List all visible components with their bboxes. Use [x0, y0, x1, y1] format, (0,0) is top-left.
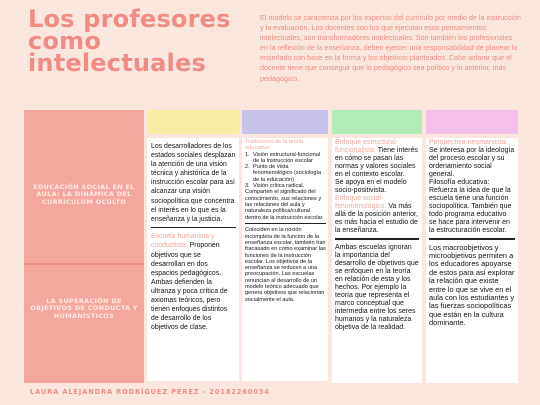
column-2	[242, 138, 328, 381]
column-4-heading: Perspectiva neomarxista:	[429, 139, 508, 146]
column-1-top-text: Los desarrolladores de los estados sociales desplazan la atención de una visión técnica y ahistórica de la instrucción escolar para así alcanzar una visión sociopolítica que concentra el interés en lo que es la enseñanza y la justicia.	[151, 143, 236, 223]
column-1-body: Proponen objetivos que se desarrollan en dos espacios pedagógicos. Ambas defienden la ultranza y poca crítica de axiomas teóricos, pero tienen enfoques distintos de desarrollo de los objetivos de clase.	[151, 242, 228, 332]
row-labels-panel	[24, 110, 144, 383]
column-3	[332, 138, 422, 383]
column-2-summary: Comparten el significado del conocimiento, sus relaciones y las relaciones del aula y naturaleza política/cultural dentro de la instrucción escolar.	[245, 189, 324, 221]
column-header-pink	[426, 110, 518, 134]
column-header-green	[332, 110, 422, 134]
column-4-body: Los macroobjetivos y microobjetivos permiten a los educadores apoyarse de estos para así explorar la relación que existe entre lo que se vive en el aula con los estudiantes y las fuerzas sociopolíticas que están en la cultura dominante.	[429, 242, 515, 328]
column-header-yellow	[147, 110, 239, 134]
column-3-heading-2: Enfoque social-fenomenológico:	[335, 195, 387, 210]
column-1-heading: Escuela humanista y conductista:	[151, 233, 215, 250]
column-3-heading-1: Enfoque estructural-funcionalista:	[335, 139, 399, 154]
column-1-divider	[151, 227, 236, 229]
column-4-part-1: Perspectiva neomarxista: Se interesa por la ideología del proceso escolar y su ordenamiento social general.	[429, 139, 515, 178]
column-2-divider	[245, 223, 326, 225]
list-item: 2. Punto de vista fenomenológico (sociología de la educación)	[245, 164, 322, 183]
intro-paragraph: El modelo se caracteriza por los expertos del currículo por medio de la instrucción y la evaluación. Los docentes son los que ejecutan esos pensamientos intelectuales, son transformadores intelectuales. Son también los profesionales en la reflexión de la enseñanza, deben ejercer una responsabilidad de planear lo enseñado con base en la forma y los objetivos planteados. Cabe aclarar que el docente tiene que conseguir que lo pedagógico sea político y lo anterior, más pedagógico.	[260, 13, 521, 83]
row-label-objectives: LA SUPERACIÓN DE OBJETIVOS DE CONDUCTA Y HUMANÍSTICOS	[30, 297, 138, 320]
column-2-body: Coinciden en la noción incompleta de la función de la enseñanza escolar, también han fracasado en cómo examinar las funciones de la instrucción escolar. Los objetivos de la enseñanza se reducen a una preocupación. Las escuelas renuncian al desarrollo de un modelo teórico adecuado que genera objetivos que relacionan socialmente el aula.	[245, 227, 326, 303]
column-3-part-1: Enfoque estructural-funcionalista: Tiene interés en cómo se pasan las normas y valores sociales en el contexto escolar.	[335, 139, 418, 178]
column-3-part-1b: Se apoya en el modelo socio-positivista.	[335, 179, 407, 194]
column-3-divider	[335, 238, 419, 240]
row-label-social-education: EDUCACIÓN SOCIAL EN EL AULA: LA DINÁMICA DEL CURRÍCULUM OCULTO	[33, 183, 135, 206]
column-4	[426, 138, 518, 383]
column-1	[147, 138, 239, 381]
column-2-heading: Tradiciones de la teoría educativa:	[245, 139, 304, 152]
column-4-part-2: Filosofía educativa: Refuerza la idea de que la escuela tiene una función sociopolítica. También que todo programa educativo se hace para intervenir en la estructuración escolar.	[429, 179, 512, 234]
theory-traditions-list	[245, 152, 326, 190]
column-3-part-2: Enfoque social-fenomenológico: Va más allá de la posición anterior, es más hacia el estudio de la enseñanza.	[335, 195, 418, 234]
list-item: 3. Visión crítica radical.	[245, 183, 305, 190]
column-4-divider	[429, 238, 515, 240]
column-1-bottom-text	[151, 232, 236, 332]
list-item: 1. Visión estructural-funcional de la instrucción escolar	[245, 151, 321, 164]
page-title: Los profesores como intelectuales	[28, 5, 231, 77]
author-footer: LAURA ALEJANDRA RODRÍGUEZ PÉREZ - 20182260034	[30, 388, 270, 396]
column-header-purple	[242, 110, 328, 134]
column-3-body: Ambas escuelas ignoran la importancia del desarrollo de objetivos que se enfoquen en la teoría en relación de esta y los hechos. Por ejemplo la teoría que representa el marco conceptual que intermedia entre los seres humanos y la naturaleza objetiva de la realidad.	[335, 243, 419, 331]
row-divider	[24, 263, 144, 265]
